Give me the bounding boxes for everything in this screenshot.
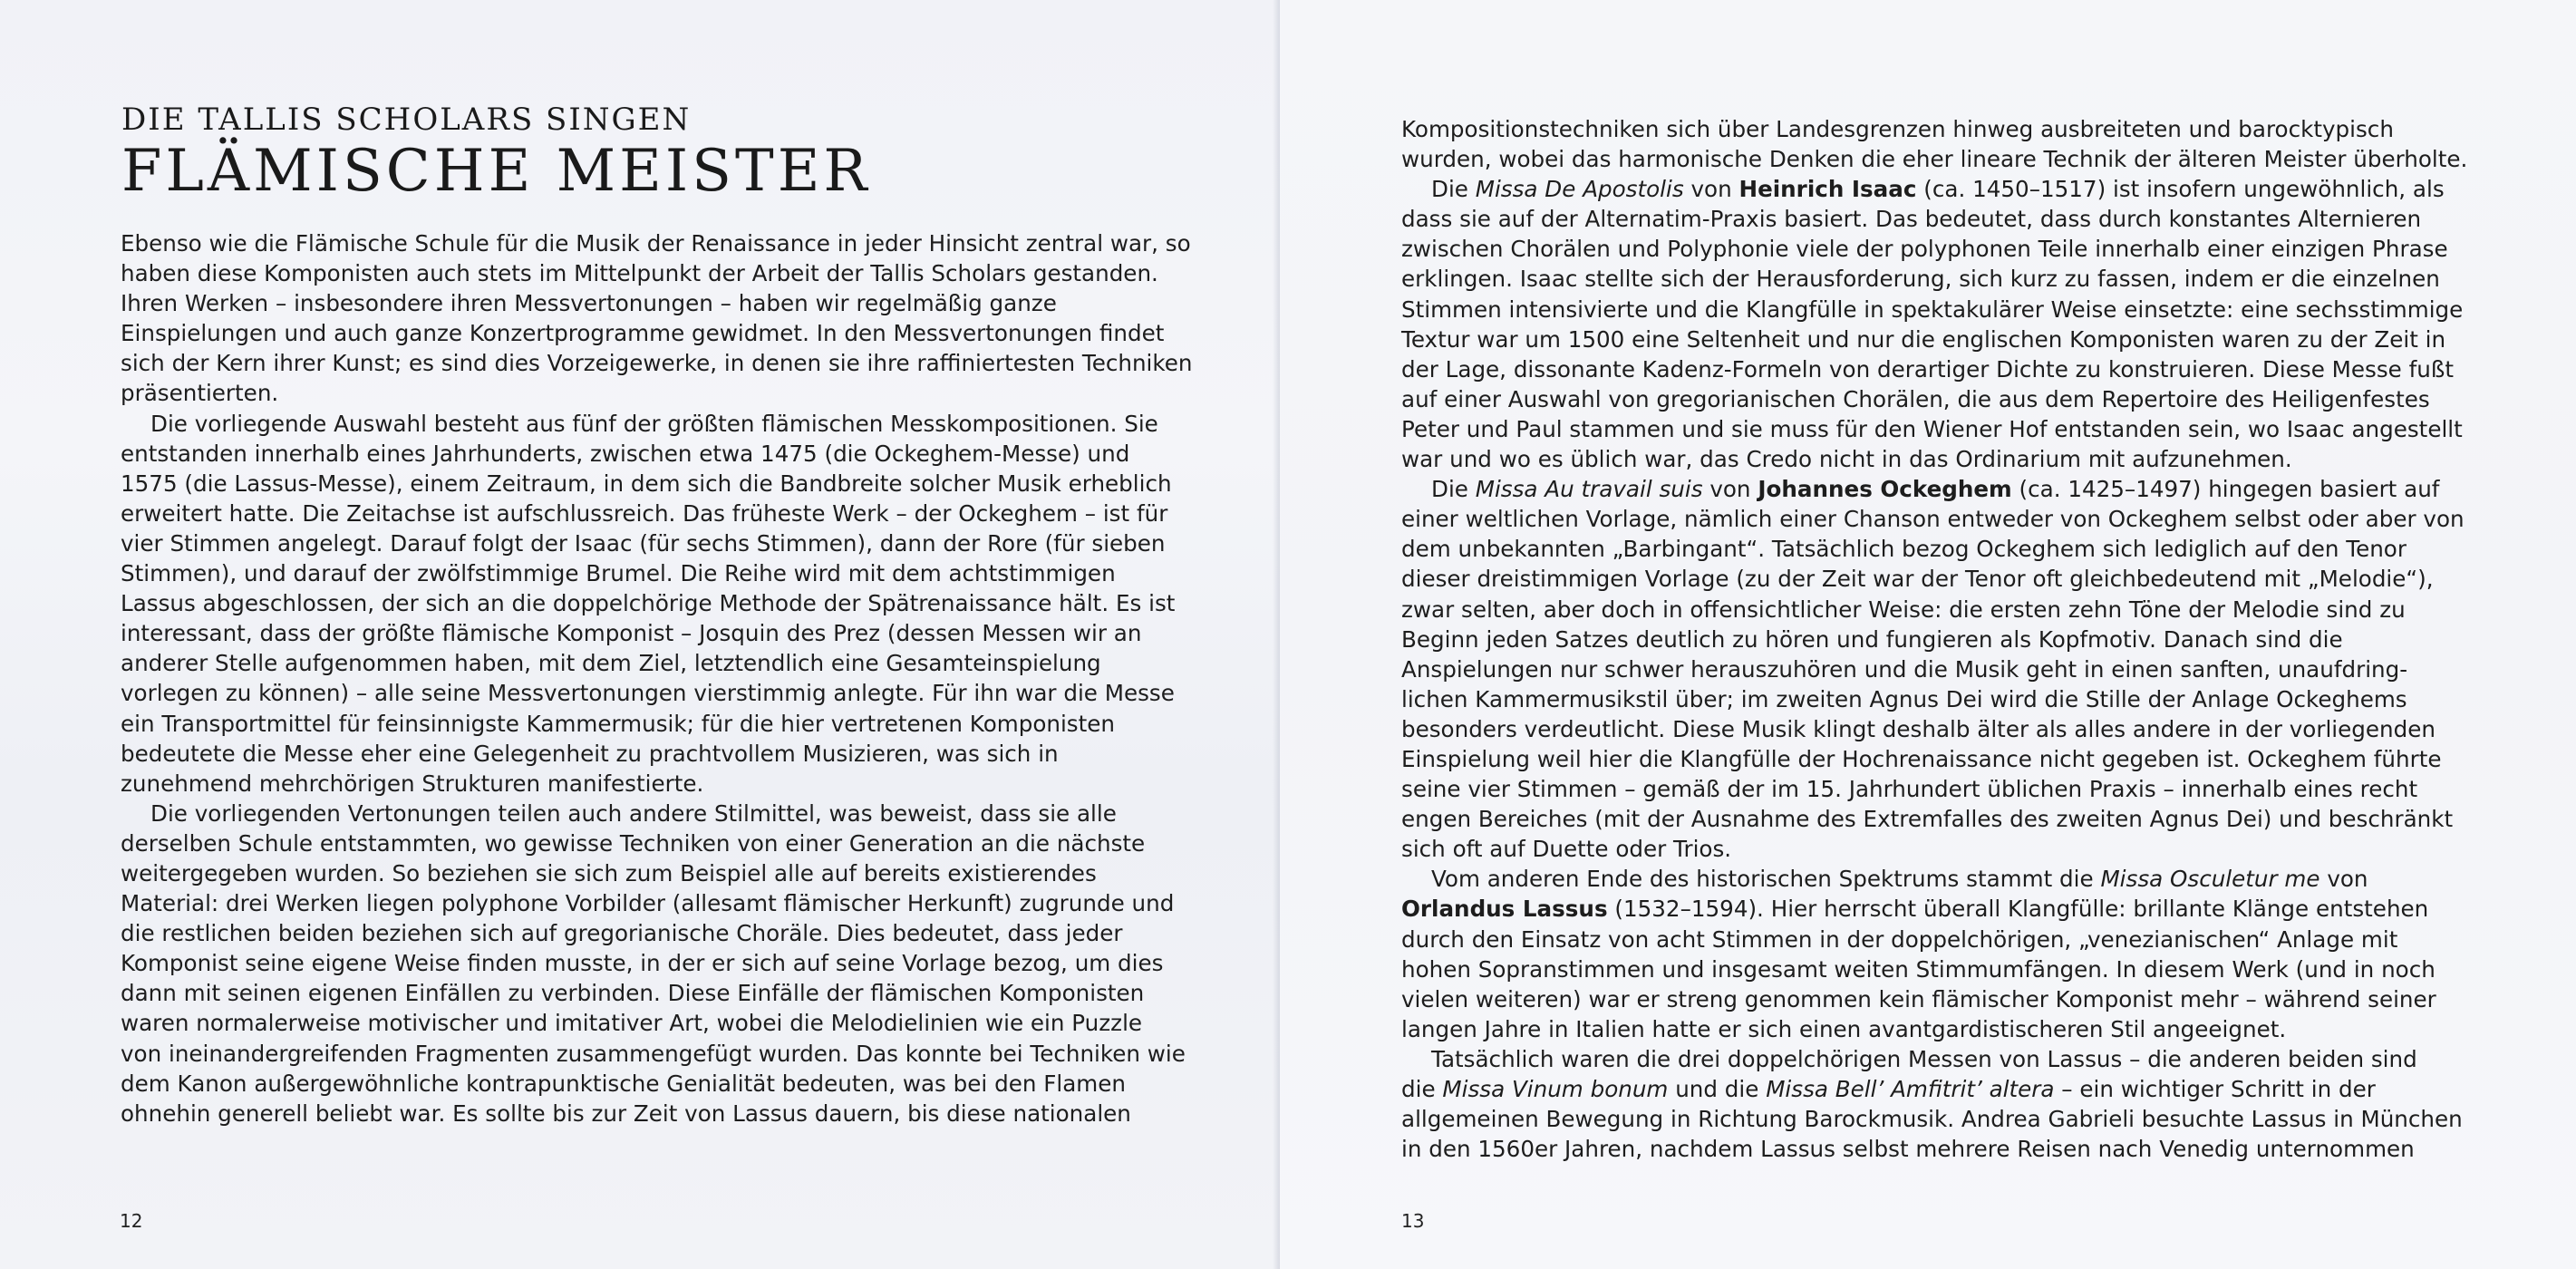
- text-line: dieser dreistimmigen Vorlage (zu der Zeit war der Tenor oft gleichbedeutend mit „Melodie“),: [1401, 566, 2434, 593]
- text-line: war und wo es üblich war, das Credo nicht in das Ordinarium mit aufzunehmen.: [1401, 446, 2292, 473]
- text-line: vielen weiteren) war er streng genommen kein flämischer Komponist mehr – während seiner: [1401, 985, 2436, 1012]
- text-line: Anspielungen nur schwer herauszuhören und die Musik geht in einen sanften, unaufdring-: [1401, 655, 2408, 683]
- text-line: dem Kanon außergewöhnliche kontrapunktische Genialität bedeuten, was bei den Flamen: [121, 1070, 1126, 1097]
- text-line: Textur war um 1500 eine Seltenheit und nur die englischen Komponisten waren zu der Zeit in: [1401, 325, 2446, 353]
- left-body-text: [121, 228, 1280, 1129]
- text-line: durch den Einsatz von acht Stimmen in der doppelchörigen, „venezianischen“ Anlage mit: [1401, 925, 2398, 953]
- text-line: die restlichen beiden beziehen sich auf gregorianische Choräle. Dies bedeutet, dass jeder: [121, 920, 1123, 947]
- text-line: zunehmend mehrchörigen Strukturen manifestierte.: [121, 770, 704, 797]
- text-line: bedeutete die Messe eher eine Gelegenheit zu prachtvollem Musizieren, was sich in: [121, 740, 1059, 767]
- title-line-small: DIE TALLIS SCHOLARS SINGEN: [121, 102, 692, 138]
- text-line: Ihren Werken – insbesondere ihren Messvertonungen – haben wir regelmäßig ganze: [121, 290, 1057, 317]
- text-line: ein Transportmittel für feinsinnigste Kammermusik; für die hier vertretenen Komponisten: [121, 710, 1115, 737]
- text-line: vier Stimmen angelegt. Darauf folgt der Isaac (für sechs Stimmen), dann der Rore (für sieben: [121, 529, 1166, 557]
- text-line: Stimmen), und darauf der zwölfstimmige Brumel. Die Reihe wird mit dem achtstimmigen: [121, 560, 1116, 587]
- text-line: dann mit seinen eigenen Einfällen zu verbinden. Diese Einfälle der flämischen Komponisten: [121, 980, 1145, 1007]
- text-line: engen Bereiches (mit der Ausnahme des Extremfalles des zweiten Agnus Dei) und beschränkt: [1401, 806, 2454, 833]
- text-line: Peter und Paul stammen und sie muss für den Wiener Hof entstanden sein, wo Isaac angestellt: [1401, 415, 2463, 442]
- text-line: erklingen. Isaac stellte sich der Herausforderung, sich kurz zu fassen, indem er die einzelnen: [1401, 266, 2440, 293]
- text-line: von ineinandergreifenden Fragmenten zusammengefügt wurden. Das konnte bei Techniken wie: [121, 1040, 1186, 1067]
- text-line: allgemeinen Bewegung in Richtung Barockmusik. Andrea Gabrieli besuchte Lassus in München: [1401, 1106, 2463, 1133]
- text-line: hohen Sopranstimmen und insgesamt weiten Stimmumfängen. In diesem Werk (und in noch: [1401, 955, 2436, 983]
- text-line: dass sie auf der Alternatim-Praxis basiert. Das bedeutet, dass durch konstantes Alternieren: [1401, 206, 2422, 233]
- text-line: 1575 (die Lassus-Messe), einem Zeitraum, in dem sich die Bandbreite solcher Musik erheblich: [121, 470, 1172, 497]
- text-line: lichen Kammermusikstil über; im zweiten Agnus Dei wird die Stille der Anlage Ockeghems: [1401, 685, 2407, 712]
- text-line: die Missa Vinum bonum und die Missa Bell’ Amfitrit’ altera – ein wichtiger Schritt in der: [1401, 1076, 2376, 1102]
- text-line: besonders verdeutlicht. Diese Musik klingt deshalb älter als alles andere in der vorliegenden: [1401, 715, 2436, 742]
- text-line: auf einer Auswahl von gregorianischen Chorälen, die aus dem Repertoire des Heiligenfestes: [1401, 385, 2430, 412]
- text-line: Stimmen intensivierte und die Klangfülle in spektakulärer Weise einsetzte: eine sechsstimmige: [1401, 295, 2464, 323]
- text-line: Einspielungen und auch ganze Konzertprogramme gewidmet. In den Messvertonungen findet: [121, 320, 1165, 347]
- text-line: sich oft auf Duette oder Trios.: [1401, 836, 1732, 863]
- text-line: präsentierten.: [121, 380, 279, 407]
- text-line: Beginn jeden Satzes deutlich zu hören und fungieren als Kopfmotiv. Danach sind die: [1401, 625, 2343, 653]
- text-line: wurden, wobei das harmonische Denken die eher lineare Technik der älteren Meister überholte.: [1401, 146, 2468, 173]
- page-title: [121, 102, 1209, 205]
- text-line: entstanden innerhalb eines Jahrhunderts, zwischen etwa 1475 (die Ockeghem-Messe) und: [121, 440, 1130, 467]
- right-page: [1280, 0, 2576, 1269]
- text-line: langen Jahre in Italien hatte er sich einen avantgardistischeren Stil angeeignet.: [1401, 1015, 2287, 1042]
- text-line: Die vorliegenden Vertonungen teilen auch andere Stilmittel, was beweist, dass sie alle: [150, 799, 1117, 827]
- text-line: Die Missa Au travail suis von Johannes Ockeghem (ca. 1425–1497) hingegen basiert auf: [1431, 476, 2440, 503]
- text-line: derselben Schule entstammten, wo gewisse Techniken von einer Generation an die nächste: [121, 829, 1146, 857]
- text-line: interessant, dass der größte flämische Komponist – Josquin des Prez (dessen Messen wir an: [121, 620, 1142, 647]
- text-line: seine vier Stimmen – gemäß der im 15. Jahrhundert üblichen Praxis – innerhalb eines recht: [1401, 776, 2418, 803]
- left-page: [0, 0, 1280, 1269]
- page-number: 12: [120, 1210, 143, 1232]
- text-line: einer weltlichen Vorlage, nämlich einer Chanson entweder von Ockeghem selbst oder aber von: [1401, 506, 2465, 533]
- text-line: zwischen Chorälen und Polyphonie viele der polyphonen Teile innerhalb einer einzigen Phrase: [1401, 236, 2448, 263]
- text-line: ohnehin generell beliebt war. Es sollte bis zur Zeit von Lassus dauern, bis diese nationalen: [121, 1099, 1131, 1127]
- text-line: anderer Stelle aufgenommen haben, mit dem Ziel, letztendlich eine Gesamteinspielung: [121, 650, 1101, 677]
- text-line: Ebenso wie die Flämische Schule für die Musik der Renaissance in jeder Hinsicht zentral war, so: [121, 230, 1191, 257]
- text-line: der Lage, dissonante Kadenz-Formeln von derartiger Dichte zu konstruieren. Diese Messe fußt: [1401, 355, 2454, 383]
- text-line: haben diese Komponisten auch stets im Mittelpunkt der Arbeit der Tallis Scholars gestanden.: [121, 260, 1158, 287]
- text-line: Vom anderen Ende des historischen Spektrums stammt die Missa Osculetur me von: [1431, 866, 2368, 893]
- title-line-large: FLÄMISCHE MEISTER: [121, 138, 871, 205]
- text-line: waren normalerweise motivischer und imitativer Art, wobei die Melodielinien wie ein Puzzle: [121, 1010, 1143, 1037]
- text-line: Die Missa De Apostolis von Heinrich Isaac (ca. 1450–1517) ist insofern ungewöhnlich, als: [1431, 176, 2445, 203]
- text-line: vorlegen zu können) – alle seine Messvertonungen vierstimmig anlegte. Für ihn war die Messe: [121, 680, 1175, 707]
- text-line: weitergegeben wurden. So beziehen sie sich zum Beispiel alle auf bereits existierendes: [121, 859, 1097, 886]
- text-line: Material: drei Werken liegen polyphone Vorbilder (allesamt flämischer Herkunft) zugrunde und: [121, 890, 1175, 917]
- page-number: 13: [1401, 1210, 1425, 1232]
- text-line: Lassus abgeschlossen, der sich an die doppelchörige Methode der Spätrenaissance hält. Es ist: [121, 590, 1176, 617]
- text-line: Kompositionstechniken sich über Landesgrenzen hinweg ausbreiteten und barocktypisch: [1401, 116, 2394, 142]
- text-line: erweitert hatte. Die Zeitachse ist aufschlussreich. Das früheste Werk – der Ockeghem – ist für: [121, 499, 1168, 527]
- text-line: in den 1560er Jahren, nachdem Lassus selbst mehrere Reisen nach Venedig unternommen: [1401, 1136, 2415, 1163]
- text-line: Einspielung weil hier die Klangfülle der Hochrenaissance nicht gegeben ist. Ockeghem führte: [1401, 745, 2442, 772]
- text-line: zwar selten, aber doch in offensichtlicher Weise: die ersten zehn Töne der Melodie sind zu: [1401, 596, 2406, 623]
- text-line: Komponist seine eigene Weise finden musste, in der er sich auf seine Vorlage bezog, um dies: [121, 950, 1164, 977]
- text-line: Tatsächlich waren die drei doppelchörigen Messen von Lassus – die anderen beiden sind: [1431, 1045, 2417, 1072]
- text-line: Orlandus Lassus (1532–1594). Hier herrscht überall Klangfülle: brillante Klänge entstehen: [1401, 896, 2429, 923]
- right-body-text: [1401, 114, 2571, 1164]
- text-line: dem unbekannten „Barbingant“. Tatsächlich bezog Ockeghem sich lediglich auf den Tenor: [1401, 536, 2407, 563]
- text-line: sich der Kern ihrer Kunst; es sind dies Vorzeigewerke, in denen sie ihre raffiniertesten Techniken: [121, 350, 1193, 377]
- text-line: Die vorliegende Auswahl besteht aus fünf der größten flämischen Messkompositionen. Sie: [150, 410, 1158, 437]
